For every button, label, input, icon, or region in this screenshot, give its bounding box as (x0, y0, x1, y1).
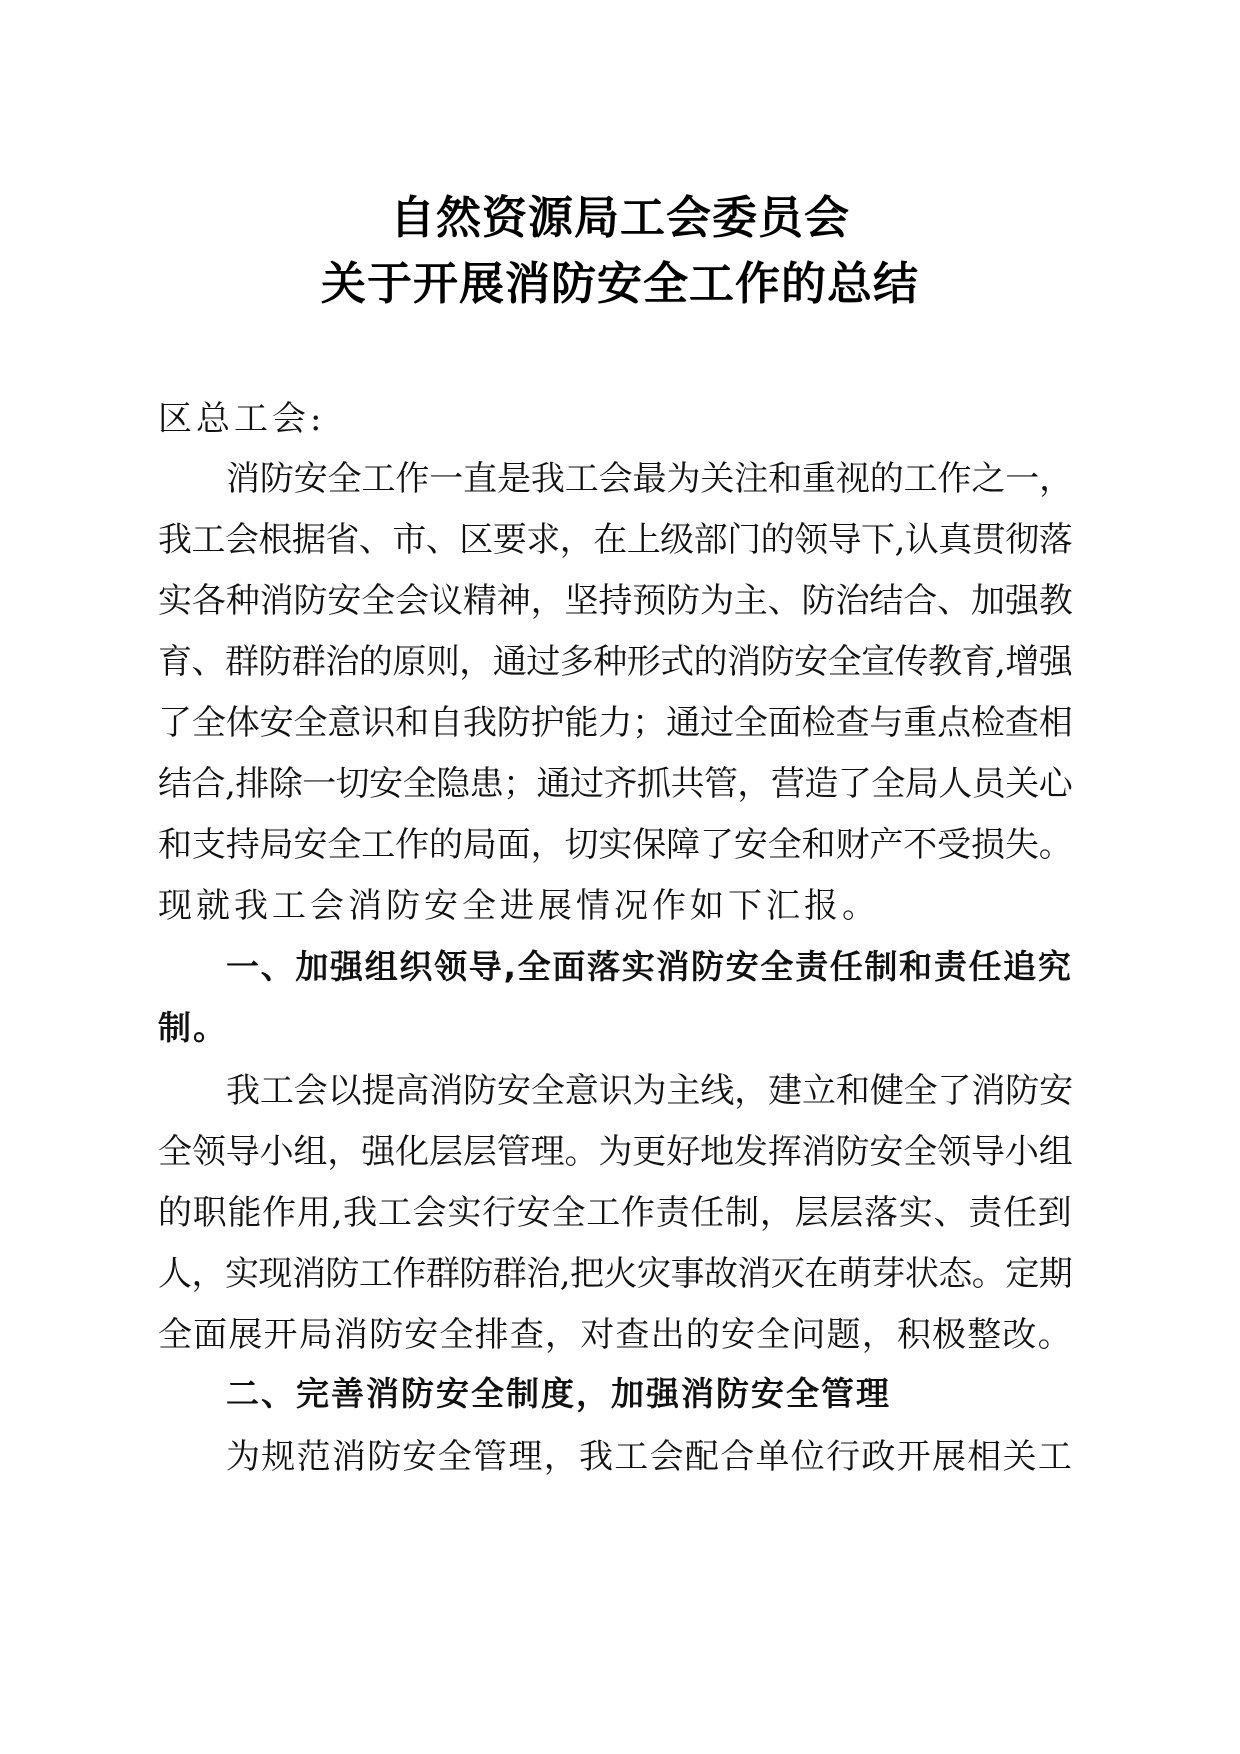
paragraph-1-line: 结合,排除一切安全隐患；通过齐抓共管，营造了全局人员关心 (158, 764, 1073, 804)
document-title-line-1: 自然资源局工会委员会 (389, 191, 850, 244)
paragraph-1-line: 消防安全工作一直是我工会最为关注和重视的工作之一， (226, 459, 1073, 499)
paragraph-2-line: 人，实现消防工作群防群治,把火灾事故消灭在萌芽状态。定期 (158, 1254, 1073, 1294)
section-heading-1-line: 一、加强组织领导,全面落实消防安全责任制和责任追究 (226, 947, 1073, 986)
paragraph-1-line: 我工会根据省、市、区要求，在上级部门的领导下,认真贯彻落 (158, 520, 1073, 560)
paragraph-1-line: 实各种消防安全会议精神，坚持预防为主、防治结合、加强教 (158, 581, 1073, 621)
section-heading-1-line: 制。 (158, 1008, 228, 1047)
section-heading-2: 二、完善消防安全制度，加强消防安全管理 (226, 1374, 891, 1413)
paragraph-2-line: 我工会以提高消防安全意识为主线，建立和健全了消防安 (226, 1071, 1073, 1111)
paragraph-1-line: 育、群防群治的原则，通过多种形式的消防安全宣传教育,增强 (158, 642, 1073, 682)
paragraph-1-line: 了全体安全意识和自我防护能力；通过全面检查与重点检查相 (158, 703, 1073, 743)
document-title-line-2: 关于开展消防安全工作的总结 (320, 257, 919, 310)
paragraph-3-line: 为规范消防安全管理，我工会配合单位行政开展相关工 (226, 1437, 1074, 1477)
paragraph-2-line: 全领导小组，强化层层管理。为更好地发挥消防安全领导小组 (158, 1132, 1073, 1172)
paragraph-1-line: 和支持局安全工作的局面，切实保障了安全和财产不受损失。 (158, 825, 1073, 865)
salutation: 区总工会: (158, 399, 326, 439)
paragraph-1-line: 现就我工会消防安全进展情况作如下汇报。 (158, 886, 880, 926)
paragraph-2-line: 全面展开局消防安全排查，对查出的安全问题，积极整改。 (158, 1315, 1073, 1355)
paragraph-2-line: 的职能作用,我工会实行安全工作责任制，层层落实、责任到 (158, 1193, 1073, 1233)
